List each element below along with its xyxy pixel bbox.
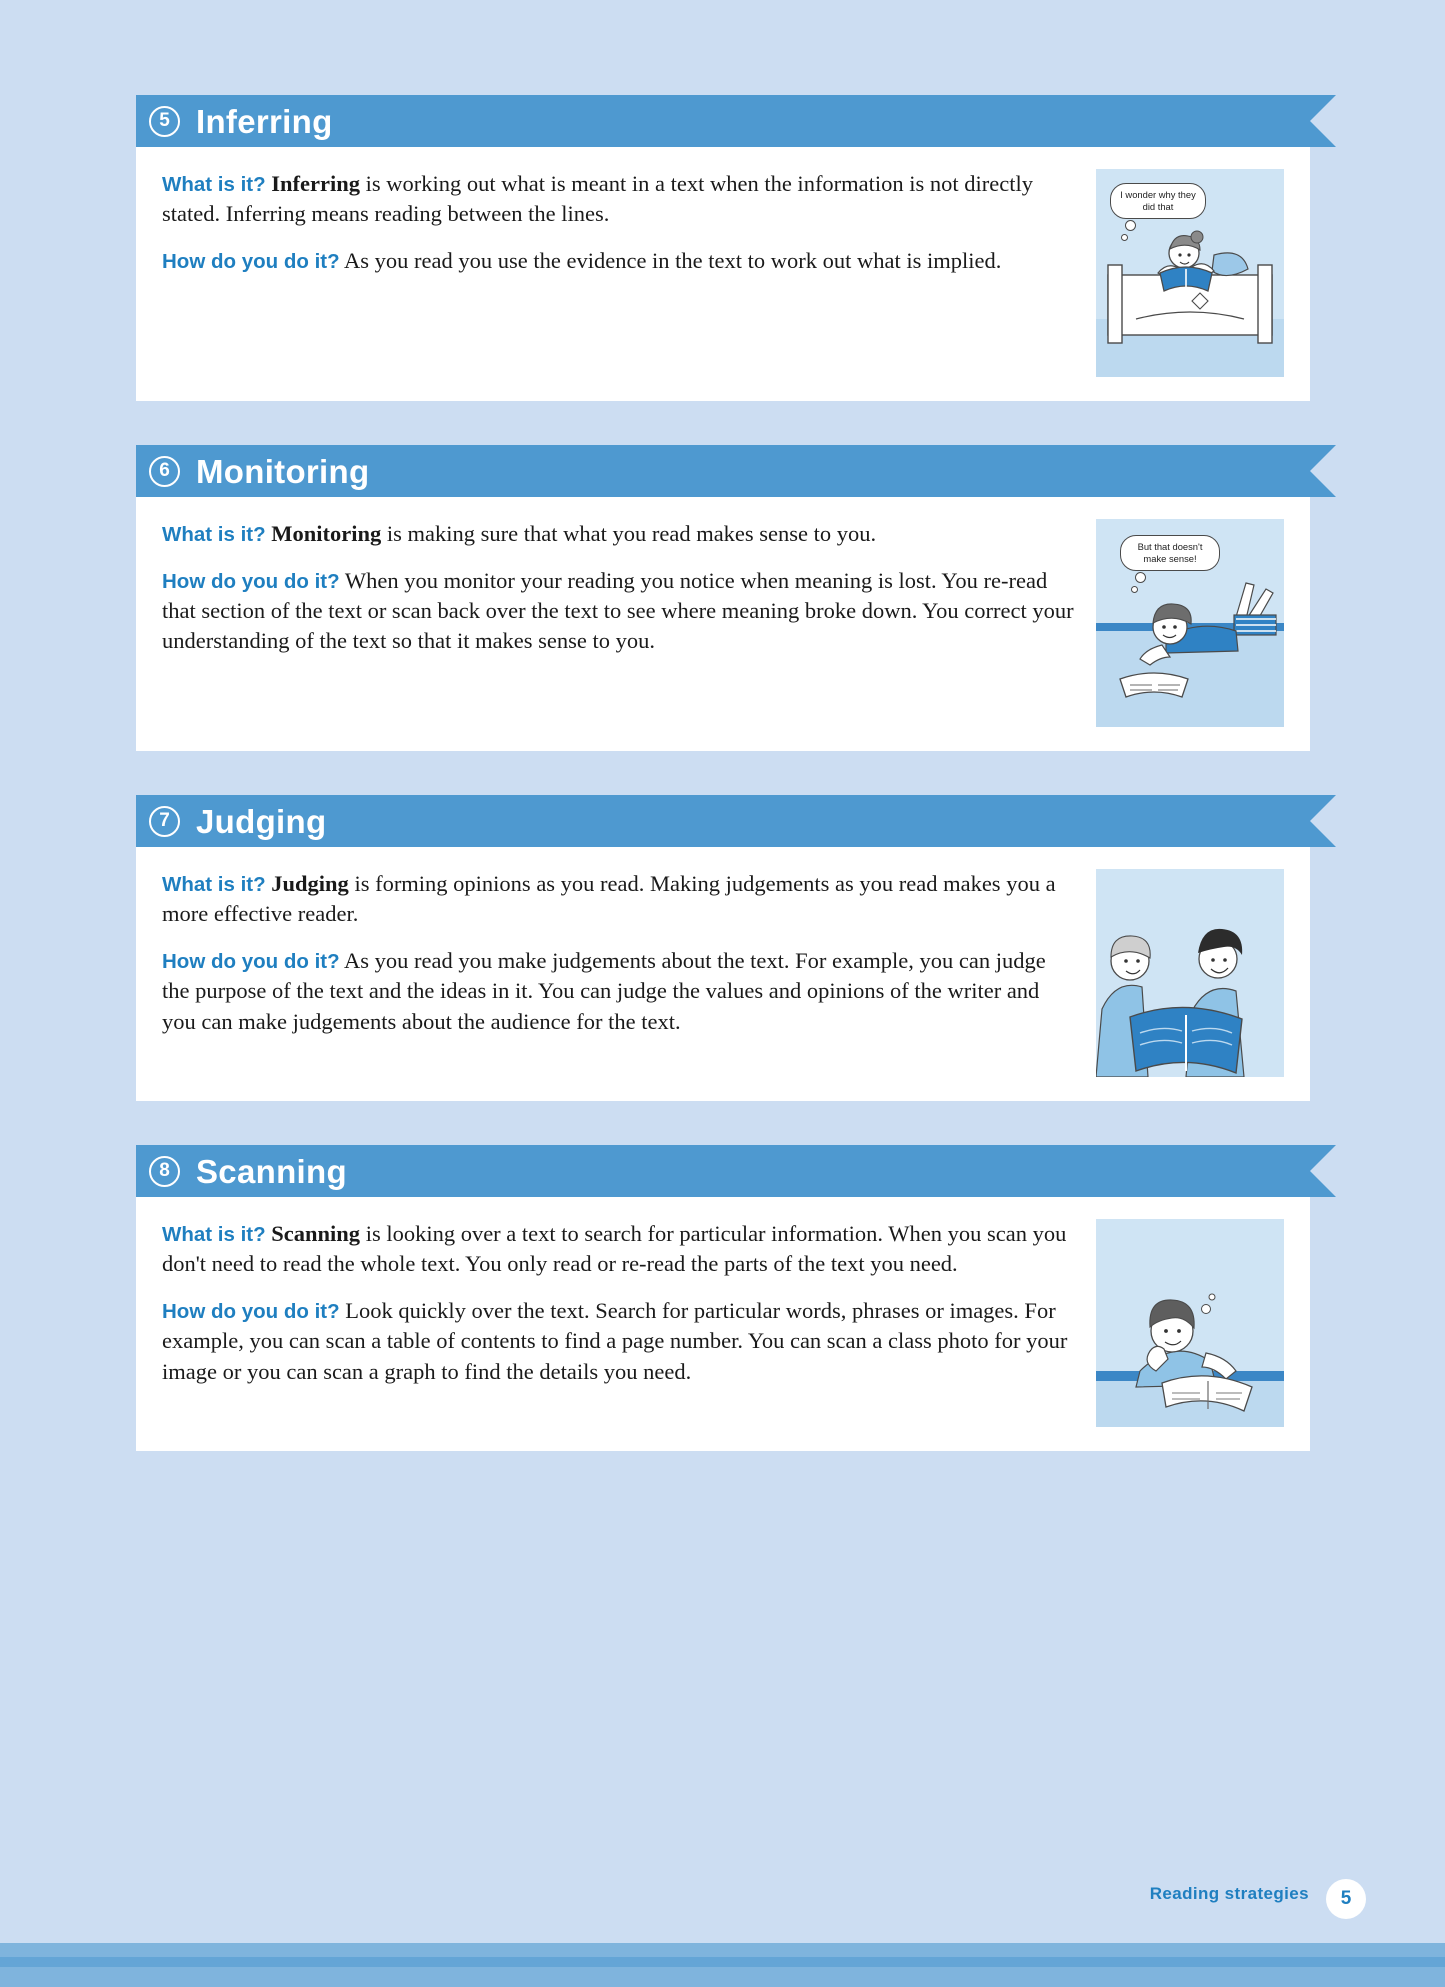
illustration-art (1096, 1219, 1284, 1427)
how-do-you-do-it-text: As you read you use the evidence in the text to work out what is implied. (344, 248, 1002, 274)
section-header-monitoring (136, 445, 1310, 497)
section-body (162, 1219, 1096, 1427)
section-number-badge: 6 (149, 456, 180, 487)
what-is-it-text: is working out what is meant in a text when the information is not directly stated. Inferring means reading between the lines. (162, 171, 1034, 227)
how-do-you-do-it-paragraph (162, 1296, 1074, 1386)
what-is-it-keyword: Scanning (271, 1221, 361, 1246)
child-thinking-over-open-book-illustration (1096, 1219, 1284, 1427)
what-is-it-label: What is it? (162, 523, 266, 546)
how-do-you-do-it-text: When you monitor your reading you notice when meaning is lost. You re-read that section of the text or scan back over the text to see where meaning broke down. You correct your understanding of the text so that it makes sense to you. (162, 568, 1074, 654)
section-title: Scanning (196, 1152, 347, 1190)
section-title: Monitoring (196, 452, 370, 490)
what-is-it-keyword: Monitoring (271, 521, 382, 546)
how-do-you-do-it-label: How do you do it? (162, 250, 340, 274)
what-is-it-paragraph (162, 169, 1074, 229)
section-title: Inferring (196, 102, 333, 140)
section-header-scanning (136, 1145, 1310, 1197)
section-body (162, 519, 1096, 727)
what-is-it-text: is making sure that what you read makes sense to you. (381, 521, 877, 546)
what-is-it-paragraph (162, 1219, 1074, 1279)
section-number-badge: 5 (149, 106, 180, 137)
section-title: Judging (196, 802, 327, 840)
footer-bar-accent (0, 1957, 1445, 1967)
how-do-you-do-it-label: How do you do it? (162, 950, 340, 974)
section-scanning (136, 1145, 1310, 1451)
what-is-it-paragraph (162, 519, 1074, 549)
what-is-it-label: What is it? (162, 873, 266, 896)
section-body (162, 869, 1096, 1077)
what-is-it-label: What is it? (162, 173, 266, 196)
how-do-you-do-it-paragraph (162, 566, 1074, 656)
section-header-inferring (136, 95, 1310, 147)
section-card-judging (136, 847, 1310, 1101)
what-is-it-keyword: Inferring (271, 171, 361, 196)
how-do-you-do-it-label: How do you do it? (162, 1300, 340, 1324)
section-card-monitoring (136, 497, 1310, 751)
thought-bubble: I wonder why they did that (1110, 183, 1206, 219)
page-number: 5 (1326, 1879, 1366, 1919)
section-header-judging (136, 795, 1310, 847)
what-is-it-keyword: Judging (271, 871, 349, 896)
section-number-badge: 8 (149, 1156, 180, 1187)
child-reading-in-bed-illustration (1096, 169, 1284, 377)
section-number-badge: 7 (149, 806, 180, 837)
what-is-it-label: What is it? (162, 1223, 266, 1246)
section-judging (136, 795, 1310, 1101)
section-body (162, 169, 1096, 377)
how-do-you-do-it-text: Look quickly over the text. Search for particular words, phrases or images. For example, you can scan a table of contents to find a page number. You can scan a class photo for your image or you can scan a graph to find the details you need. (162, 1298, 1068, 1384)
how-do-you-do-it-label: How do you do it? (162, 570, 340, 594)
child-lying-on-floor-reading-illustration (1096, 519, 1284, 727)
how-do-you-do-it-paragraph (162, 946, 1074, 1036)
footer-section-label: Reading strategies (1149, 1884, 1309, 1903)
two-children-sharing-book-illustration (1096, 869, 1284, 1077)
how-do-you-do-it-text: As you read you make judgements about the text. For example, you can judge the purpose of the text and the ideas in it. You can judge the values and opinions of the writer and you can make judgements about the audience for the text. (162, 948, 1046, 1034)
illustration-art (1096, 169, 1284, 377)
section-inferring (136, 95, 1310, 401)
illustration-art (1096, 519, 1284, 727)
how-do-you-do-it-paragraph (162, 246, 1074, 276)
what-is-it-paragraph (162, 869, 1074, 929)
what-is-it-text: is looking over a text to search for particular information. When you scan you don't need to read the whole text. You only read or re-read the parts of the text you need. (162, 1221, 1067, 1277)
section-monitoring (136, 445, 1310, 751)
illustration-art (1096, 869, 1284, 1077)
page-content (136, 95, 1310, 1495)
section-card-scanning (136, 1197, 1310, 1451)
section-card-inferring (136, 147, 1310, 401)
what-is-it-text: is forming opinions as you read. Making judgements as you read makes you a more effective reader. (162, 871, 1056, 927)
thought-bubble: But that doesn't make sense! (1120, 535, 1220, 571)
